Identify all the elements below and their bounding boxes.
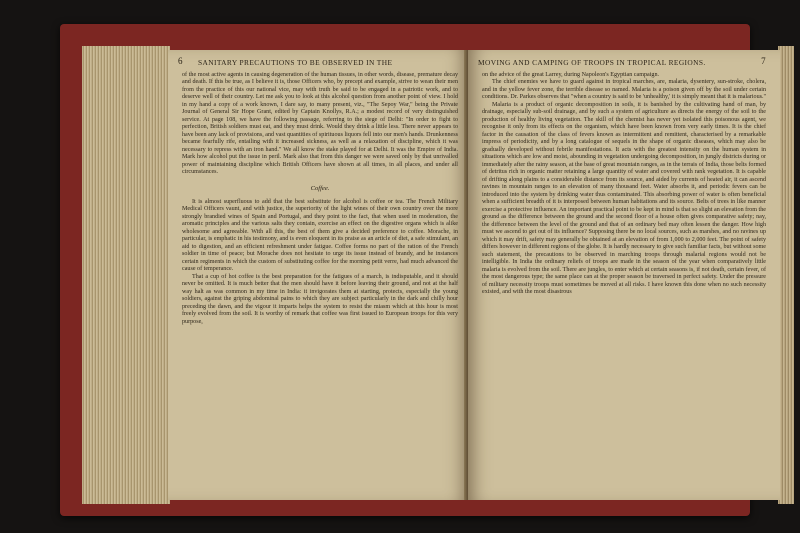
right-page xyxy=(468,50,780,500)
paragraph: of the most active agents in causing degeneration of the human tissues, in other words, disease, premature decay and death. If this be true, as I believe it is, those Officers who, by precept and example, strive to wean their men from the practice of this our national vice, may with truth be said to be engaged in a patriotic work, and to deserve well of their country. Let me ask you to look at this alcohol question from another point of view. I hold in my hand a copy of a work known, I dare say, to many present, viz., "The Sepoy War," being the Private Journal of General Sir Hope Grant, edited by Captain Knollys, R.A.; a modest record of very distinguished service. At page 108, we have the following passage, referring to the siege of Delhi: "In order to fight to perfection, British soldiers must eat, and they must drink. Would they drink a little less. There never appears to have been any lack of provisions, and vast quantities of spirituous liquors fell into our men's hands. Drunkenness became fearfully rife, entailing with it increased sickness, as well as a relaxation of discipline, which it was necessary to repress with an iron hand." We all know the stake played for at Delhi. It was the Empire of India. Mark how alcohol put the issue in peril. Mark also that from this danger we were saved only by that unrivalled power of maintaining discipline which British Officers have shown at all times, in all places, and under all circumstances. xyxy=(182,72,458,176)
paragraph: The chief enemies we have to guard against in tropical marches, are, malaria, dysentery, sun-stroke, cholera, and in the yellow fever zone, the terrible disease so named. Malaria is a poison given off by the soil under certain conditions. Dr. Parkes observes that "when a country is said to be 'unhealthy,' it is simply meant that it is malarious." xyxy=(482,79,766,101)
paragraph: It is almost superfluous to add that the best substitute for alcohol is coffee or tea. The French Military Medical Officers vaunt, and with justice, the superiority of the light wines of their own country over the more strongly brandied wines of Spain and Portugal, and they point to the fact, that when used in moderation, the aromatic principles and the various salts they contain, exercise an effect on the digestive organs which is alike wholesome and agreeable. With all this, the best of them give a decided preference to coffee. Morache, in particular, is emphatic in his testimony, and is even eloquent in its praise as an article of diet, a safe stimulant, an aid to digestion, and an efficient refreshment under fatigue. Coffee forms no part of the ration of the French soldier in time of peace; but Morache does not hesitate to urge its issue instead of brandy, and he instances certain regiments in which the custom of substituting coffee for the morning petit verre, had much advanced the cause of temperance. xyxy=(182,198,458,273)
page-edges-left xyxy=(82,46,170,504)
page-number: 7 xyxy=(761,56,766,66)
page-body xyxy=(182,72,458,326)
paragraph: Malaria is a product of organic decomposition in soils, it is banished by the cultivating hand of man, by drainage, especially sub-soil drainage, and by such a system of agriculture as directs the energy of the soil to the production of healthy living vegetation. The skill of the chemist has never yet isolated this poisonous agent, we recognise it only from its effects on the organism, which have been known from very early times. It is the chief factor in the causation of the class of fevers known as intermittent and remittent, characterised by a remarkable impress of periodicity, and by a long catalogue of sequels in the shape of organic diseases, which may also be gradually developed without febrile manifestations. It acts with the greatest intensity on the human system in situations which are low and moist, abounding in vegetation undergoing decomposition, in jungly districts during or immediately after the rainy season, at the base of great mountain ranges, as in the terrais of India, those belts formed of detritus rich in organic matter retaining a large quantity of water and covered with rank vegetation. It is capable of drifting along plains to a considerable distance from its source, and aided by currents of heated air, it can ascend ravines in mountain ranges to an elevation of many thousand feet. Water absorbs it, and periodic fevers can be introduced into the system by drinking water thus contaminated. This absorbing power of water is often beneficial when a sufficient breadth of it is interposed between human habitations and its source. Belts of trees in like manner exercise a protective influence. An important practical point to be kept in mind is that so slight an elevation from the ground as the difference between the ground and the second floor of a house often gives comparative safety; nay, the difference between the level of the ground and that of an ordinary bed may often lessen the danger. How high must we ascend to get out of its influence? Supposing there be no local sources, such as marshes, and no ravines up which it may drift, safety may generally be obtained at an elevation of from 1,000 to 2,000 feet. The point of safety differs however in different regions of the globe. It is hardly necessary to give such familiar facts, but without some such statement, the precautions to be observed in marching troops through malarial regions would not be intelligible. In India the ordinary reliefs of troops are made in the season of the year when comparatively little malaria is evolved from the soil. There are jungles, to enter which at certain seasons is, if not death, certain fever, of the most dangerous type; the same place can at the proper season be traversed in perfect safety. Under the pressure of military necessity troops must sometimes be moved at all risks. I have known this done when no such necessity existed, and with the most disastrous xyxy=(482,101,766,296)
running-head: MOVING AND CAMPING OF TROOPS IN TROPICAL REGIONS. xyxy=(478,58,706,67)
paragraph: That a cup of hot coffee is the best preparation for the fatigues of a march, is indisputable, and it should never be omitted. It is much better that the men should have it before leaving their ground, and not at the half way halt as was common in my time in India: it invigorates them at starting, protects, especially the young soldiers, against the griping abdominal pains to which they are subject particularly in the dark and chilly hour preceding the dawn, and the vigour it imparts helps the system to resist the miasm which at this hour is most freely evolved from the soil. It is worthy of remark that coffee was first issued to European troops for this very purpose, xyxy=(182,273,458,325)
open-book xyxy=(60,20,766,520)
page-edges-right xyxy=(778,46,794,504)
subheading: Coffee. xyxy=(310,184,330,192)
running-head: SANITARY PRECAUTIONS TO BE OBSERVED IN THE xyxy=(198,58,393,67)
paragraph: on the advice of the great Larrey, during Napoleon's Egyptian campaign. xyxy=(482,72,660,78)
page-body xyxy=(482,72,766,297)
page-number: 6 xyxy=(178,56,183,66)
left-page xyxy=(168,50,468,500)
